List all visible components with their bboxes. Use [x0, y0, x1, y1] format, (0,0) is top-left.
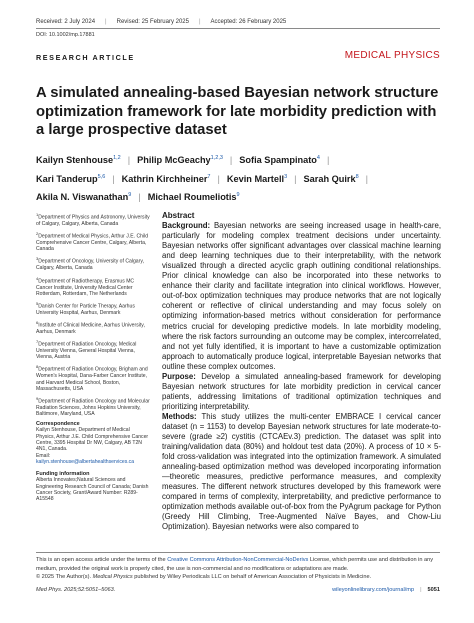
- date-separator: |: [198, 19, 201, 25]
- license-notice: This is an open access article under the terms of the Creative Commons Attribution-NonCommercial-NoDerivs License, which permits use and distribution in any medium, provided the original work is properly cited, the use is non-commercial and no modifications or adaptations are made. © 2025 The Author(s). Medical Physics published by Wiley Periodicals LLC on behalf of American Association of Physicists in Medicine.: [36, 557, 434, 581]
- citation: Med Phys. 2025;52:5051–5063.: [36, 587, 116, 593]
- affiliation: $^6$Institute of Clinical Medicine, Aarhus University, Aarhus, Denmark: [36, 319, 145, 335]
- revised-date: Revised: 25 February 2025: [116, 19, 189, 25]
- article-type: RESEARCH ARTICLE: [36, 53, 135, 62]
- abstract-background: Background: Bayesian networks are seeing increased usage in health-care, particularly for modeling complex treatment decisions under uncertainty. Bayesian networks offer significant advantages over classical machine learning and deep learning techniques due to their interpretability, with the network visualized through a directed acyclic graph outlining conditional relationships. Prior clinical knowledge can also be incorporated into these networks to enhance their clarity and facilitate integration into clinical workflows. However, out-of-box optimization techniques may produce networks that are not logically coherent or reflective of clinical understanding and may focus solely on optimizing information-based metrics without consideration for performance metrics crucial for developing predictive models. In late morbidity modeling, where the risk factors surrounding an outcome may be complex, intercorrelated, and not yet fully identified, it is important to have a customizable optimization approach to automatically produce logical, interpretable Bayesian networks that outline these complex outcomes.: [162, 221, 441, 371]
- received-date: Received: 2 July 2024: [36, 19, 96, 25]
- author-separator: |: [138, 192, 141, 203]
- affiliation: $^8$Department of Radiation Oncology, Brigham and Women's Hospital, Dana-Farber Cancer Institute, and Harvard Medical School, Boston, Massachusetts, USA: [36, 364, 148, 393]
- author[interactable]: Akila N. Viswanathan$^9$: [36, 192, 132, 203]
- doi[interactable]: DOI: 10.1002/mp.17881: [36, 32, 95, 38]
- author[interactable]: Kailyn Stenhouse$^{1,2}$: [36, 155, 121, 166]
- abstract-purpose: Purpose: Develop a simulated annealing-based framework for developing Bayesian network structures for late morbidity prediction in cervical cancer patients, addressing limitations of traditional optimization techniques and prioritizing interpretability.: [162, 371, 441, 411]
- accepted-date: Accepted: 26 February 2025: [210, 19, 287, 25]
- abstract-heading: Abstract: [162, 211, 195, 220]
- correspondence-heading: Correspondence: [36, 421, 80, 428]
- abstract-methods: Methods: This study utilizes the multi-center EMBRACE I cervical cancer dataset (n = 1153) to develop Bayesian network structures for late moderate-to-severe (grade ≥2) cystitis (CTCAEv.3) prediction. The dataset was split into training/validation data (80%) and holdout test data (20%). A process of 10 × 5-fold cross-validation was integrated into the optimization framework. A simulated annealing-based optimization method was developed incorporating information—theoretic measures, predictive performance measures, and complexity measures. The different network structures developed by this framework were compared in terms of complexity, interpretability, and predictive performance to optimization methods available out-of-box from the PyAgrum package for Python (Greedy Hill Climbing, Tree-Augmented Naïve Bayes, and Chow-Liu Optimization). Bayesian networks were also compared to: [162, 411, 442, 532]
- author[interactable]: Kathrin Kirchheiner$^7$: [121, 173, 211, 184]
- author[interactable]: Sofia Spampinato$^4$: [239, 155, 320, 166]
- footer-separator: |: [420, 587, 422, 593]
- author-separator: |: [127, 155, 131, 166]
- submission-dates: [36, 19, 440, 25]
- journal-name: MEDICAL PHYSICS: [344, 50, 440, 61]
- affiliation: $^7$Department of Radiation Oncology, Medical University Vienna, General Hospital Vienna, Vienna, Austria: [36, 339, 137, 361]
- bottom-divider: [36, 552, 440, 553]
- affiliation: $^3$Department of Oncology, University of Calgary, Calgary, Alberta, Canada: [36, 256, 144, 272]
- author-list: [36, 150, 441, 206]
- author[interactable]: Kevin Martell$^3$: [226, 173, 288, 184]
- page-footer: [36, 587, 440, 593]
- license-link[interactable]: Creative Commons Attribution-NonCommercial-NoDerivs: [167, 557, 309, 563]
- author-separator: |: [229, 155, 233, 166]
- author-separator: |: [326, 155, 330, 166]
- author[interactable]: Michael Roumeliotis$^9$: [147, 192, 240, 203]
- top-divider: [36, 28, 440, 29]
- date-separator: |: [105, 19, 107, 25]
- correspondence-body: Kailyn Stenhouse, Department of Medical Physics, Arthur J.E. Child Comprehensive Cancer Centre, 3395 Hospital Dr NW, Calgary, AB T2N 4N1, Canada. Email: kailyn.stenhouse@albertahealthservices.ca: [36, 427, 149, 465]
- affiliation: $^1$Department of Physics and Astronomy, University of Calgary, Calgary, Alberta, Canada: [36, 212, 150, 227]
- abstract: [162, 211, 441, 533]
- author-separator: |: [112, 173, 115, 184]
- affiliation: $^2$Department of Medical Physics, Arthur J.E. Child Comprehensive Cancer Centre, Calgary, Alberta, Canada: [36, 231, 149, 253]
- article-title: A simulated annealing-based Bayesian network structure optimization framework for late morbidity prediction with a large prospective dataset: [36, 85, 439, 138]
- email-link[interactable]: kailyn.stenhouse@albertahealthservices.ca: [36, 458, 135, 465]
- author-separator: |: [217, 173, 220, 184]
- affiliation: $^9$Department of Radiation Oncology and Molecular Radiation Sciences, Johns Hopkins University, Baltimore, Maryland, USA: [36, 396, 150, 418]
- funding-body: Alberta Innovates;Natural Sciences and Engineering Research Council of Canada; Danish Cancer Society, Grant/Award Number: R289-A15548: [36, 477, 149, 503]
- author-separator: |: [365, 173, 369, 184]
- affiliation: $^5$Danish Center for Particle Therapy, Aarhus University Hospital, Aarhus, Denmark: [36, 300, 135, 316]
- author[interactable]: Philip McGeachy$^{1,2,3}$: [137, 155, 223, 166]
- page-number: 5051: [427, 587, 440, 593]
- author[interactable]: Sarah Quirk$^8$: [303, 173, 359, 184]
- journal-url[interactable]: wileyonlinelibrary.com/journal/mp: [332, 587, 415, 593]
- author-separator: |: [294, 173, 297, 184]
- affiliation: $^4$Department of Radiotherapy, Erasmus MC Cancer Institute, University Medical Center Rotterdam, Rotterdam, The Netherlands: [36, 275, 135, 297]
- affiliations-column: [36, 212, 150, 502]
- funding-heading: Funding information: [36, 471, 90, 478]
- author[interactable]: Kari Tanderup$^{5,6}$: [36, 173, 106, 184]
